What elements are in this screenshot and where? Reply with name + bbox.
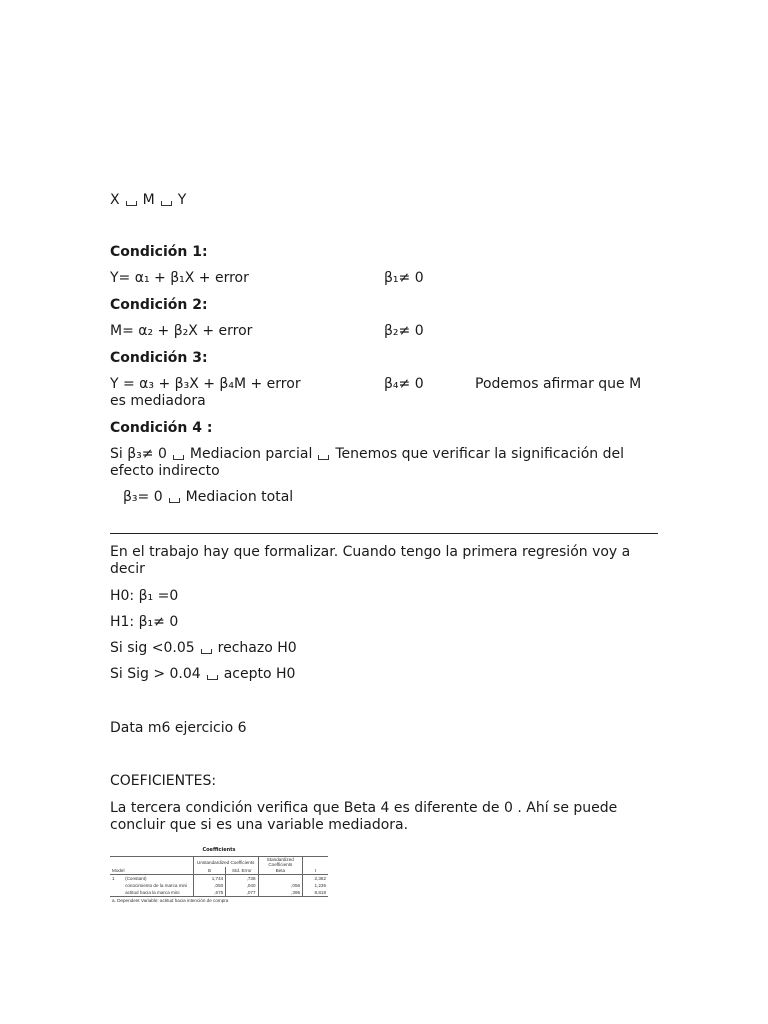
condition-4-a-if: Si β₃≠ 0 bbox=[110, 446, 167, 462]
rule-reject bbox=[110, 640, 297, 657]
header-t: t bbox=[303, 867, 328, 875]
hypothesis-null: H0: β₁ =0 bbox=[110, 588, 179, 604]
condition-2-requirement: β₂≠ 0 bbox=[384, 323, 424, 339]
table-row bbox=[110, 875, 328, 883]
condition-4-line-a bbox=[110, 446, 624, 463]
condition-3-equation: Y = α₃ + β₃X + β₄M + error bbox=[110, 376, 301, 392]
hypothesis-alt: H1: β₁≠ 0 bbox=[110, 614, 179, 630]
cell-t: 2,362 bbox=[303, 875, 328, 883]
var-x: X bbox=[110, 192, 120, 208]
condition-1-heading: Condición 1: bbox=[110, 244, 208, 260]
table-footnote: a. Dependent Variable: actitud hacia intención de compra bbox=[112, 898, 229, 903]
arrow-icon bbox=[161, 201, 172, 206]
mediation-path-line bbox=[110, 192, 186, 209]
rule-accept-condition: Si Sig > 0.04 bbox=[110, 666, 201, 682]
cell-se: ,040 bbox=[226, 882, 258, 889]
condition-4-b-if: β₃= 0 bbox=[123, 489, 163, 505]
var-m: M bbox=[142, 192, 155, 208]
condition-2-heading: Condición 2: bbox=[110, 297, 208, 313]
rule-accept bbox=[110, 666, 295, 683]
arrow-icon bbox=[126, 201, 137, 206]
condition-4-a-note: Tenemos que verificar la significación del bbox=[335, 446, 624, 462]
cell-se: ,738 bbox=[226, 875, 258, 883]
paragraph-formalize: En el trabajo hay que formalizar. Cuando tengo la primera regresión voy a decir bbox=[110, 544, 631, 577]
header-standardized: Standardized Coefficients bbox=[258, 857, 303, 868]
condition-4-b-result: Mediacion total bbox=[185, 489, 294, 505]
cell-name: actitud hacia la marca mini bbox=[125, 890, 180, 895]
condition-1-equation: Y= α₁ + β₁X + error bbox=[110, 270, 249, 286]
cell-beta: ,395 bbox=[258, 889, 303, 897]
condition-4-heading: Condición 4 : bbox=[110, 420, 213, 436]
table-row bbox=[110, 889, 328, 897]
rule-reject-condition: Si sig <0.05 bbox=[110, 640, 195, 656]
cell-name: (Constant) bbox=[125, 876, 147, 881]
arrow-icon bbox=[207, 675, 218, 680]
condition-4-line-b bbox=[123, 489, 293, 506]
arrow-icon bbox=[169, 498, 180, 503]
condition-3-note-cont: es mediadora bbox=[110, 393, 206, 409]
cell-b: ,675 bbox=[193, 889, 225, 897]
paragraph-conclusion: La tercera condición verifica que Beta 4 es diferente de 0 . Ahí se puede concluir que si es una variable mediadora. bbox=[110, 800, 618, 833]
table-row bbox=[110, 882, 328, 889]
condition-4-a-result: Mediacion parcial bbox=[189, 446, 313, 462]
arrow-icon bbox=[318, 455, 329, 460]
header-unstandardized: Unstandardized Coefficients bbox=[193, 857, 258, 868]
cell-beta bbox=[258, 875, 303, 883]
header-model: Model bbox=[112, 868, 125, 873]
cell-t: 1,235 bbox=[303, 882, 328, 889]
cell-model bbox=[110, 889, 123, 897]
condition-4-line-a-cont: efecto indirecto bbox=[110, 463, 220, 479]
arrow-icon bbox=[173, 455, 184, 460]
cell-model: 1 bbox=[112, 876, 115, 881]
rule-accept-result: acepto H0 bbox=[223, 666, 296, 682]
condition-1-requirement: β₁≠ 0 bbox=[384, 270, 424, 286]
cell-beta: ,056 bbox=[258, 882, 303, 889]
condition-3-requirement: β₄≠ 0 bbox=[384, 376, 424, 392]
var-y: Y bbox=[177, 192, 187, 208]
horizontal-rule bbox=[110, 533, 658, 534]
cell-b: 1,744 bbox=[193, 875, 225, 883]
header-beta: Beta bbox=[258, 867, 303, 875]
condition-3-note: Podemos afirmar que M bbox=[475, 376, 642, 392]
cell-t: 8,818 bbox=[303, 889, 328, 897]
header-b: B bbox=[193, 867, 225, 875]
coefficients-table bbox=[110, 847, 328, 904]
table-title: Coefficients bbox=[202, 847, 236, 853]
coefficients-heading: COEFICIENTES: bbox=[110, 773, 217, 789]
cell-se: ,077 bbox=[226, 889, 258, 897]
header-se: Std. Error bbox=[226, 867, 258, 875]
arrow-icon bbox=[201, 649, 212, 654]
data-reference: Data m6 ejercicio 6 bbox=[110, 720, 247, 736]
condition-3-heading: Condición 3: bbox=[110, 350, 208, 366]
rule-reject-result: rechazo H0 bbox=[217, 640, 297, 656]
cell-name: conocimiento de la marca mini bbox=[125, 883, 188, 888]
condition-2-equation: M= α₂ + β₂X + error bbox=[110, 323, 253, 339]
cell-model bbox=[110, 882, 123, 889]
cell-b: ,050 bbox=[193, 882, 225, 889]
